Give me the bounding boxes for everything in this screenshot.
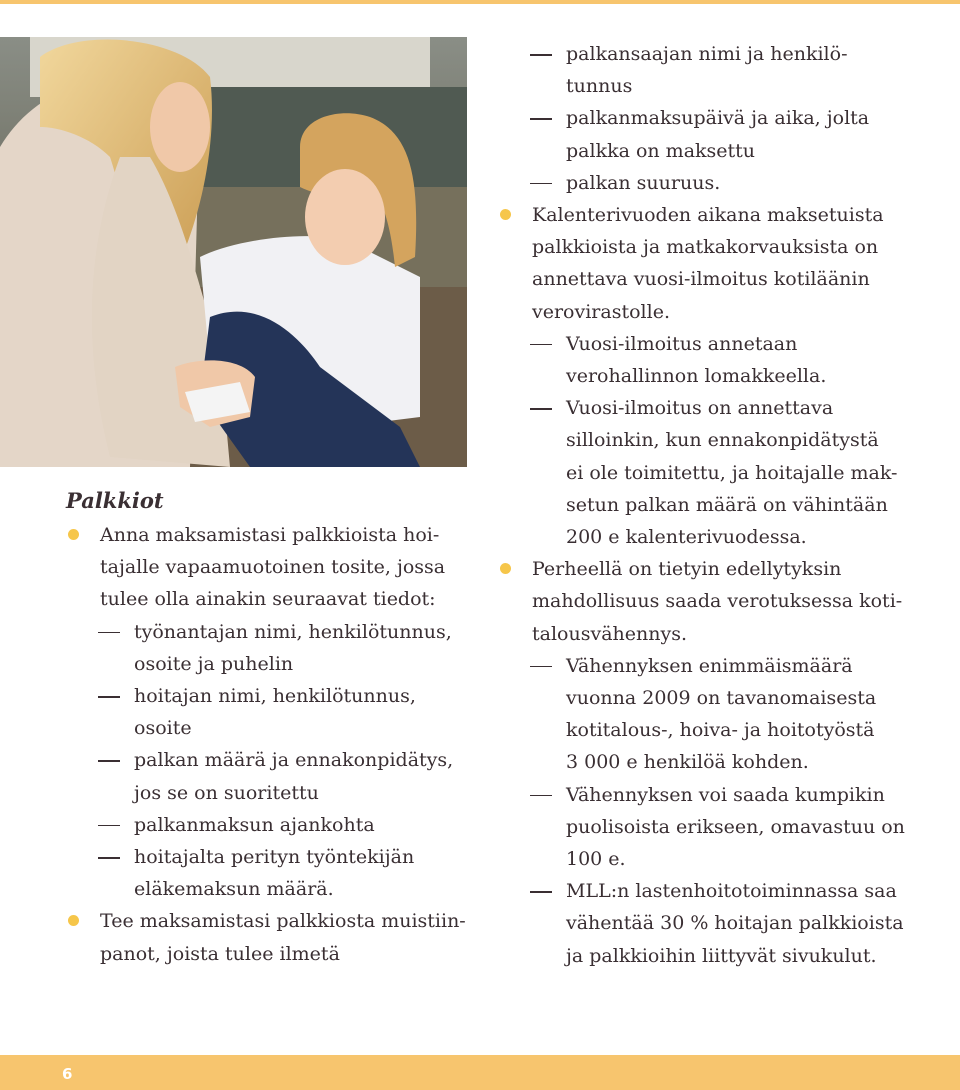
text-line: setun palkan määrä on vähintään <box>566 493 888 516</box>
text-line: verohallinnon lomakkeella. <box>566 365 827 388</box>
text-line: hoitajalta perityn työntekijän <box>134 846 415 869</box>
dash-marker-icon <box>530 891 552 893</box>
footer-bar <box>0 1055 960 1090</box>
bullet-item <box>66 519 466 616</box>
dash-item <box>498 650 918 779</box>
text-line: ei ole toimitettu, ja hoitajalle mak- <box>566 461 898 484</box>
text-line: eläkemaksun määrä. <box>134 878 334 901</box>
dash-item <box>498 875 918 972</box>
text-line: tulee olla ainakin seuraavat tiedot: <box>100 588 436 611</box>
text-line: Vuosi-ilmoitus annetaan <box>566 332 798 355</box>
text-line: vuonna 2009 on tavanomaisesta <box>566 687 877 710</box>
text-line: panot, joista tulee ilmetä <box>100 942 340 965</box>
right-column <box>498 38 918 972</box>
bullet-dot-icon <box>68 915 79 926</box>
text-line: puolisoista erikseen, omavastuu on <box>566 815 905 838</box>
bullet-item <box>66 905 466 969</box>
text-line: talousvähennys. <box>532 622 688 645</box>
bullet-item <box>498 199 918 328</box>
dash-item <box>498 167 918 199</box>
dash-item <box>66 680 466 744</box>
text-line: osoite ja puhelin <box>134 652 294 675</box>
dash-item <box>66 809 466 841</box>
text-line: Tee maksamistasi palkkiosta muistiin- <box>100 910 466 933</box>
text-line: palkansaajan nimi ja henkilö- <box>566 43 848 65</box>
text-line: mahdollisuus saada verotuksessa koti- <box>532 590 903 613</box>
dash-marker-icon <box>98 696 120 698</box>
bullet-item <box>498 553 918 650</box>
dash-item <box>66 616 466 680</box>
text-line: hoitajan nimi, henkilötunnus, <box>134 685 416 708</box>
dash-item <box>498 392 918 553</box>
dash-marker-icon <box>530 54 552 56</box>
dash-item <box>498 779 918 876</box>
text-line: osoite <box>134 717 192 740</box>
text-line: palkanmaksupäivä ja aika, jolta <box>566 107 870 130</box>
dash-marker-icon <box>530 344 552 346</box>
page-number: 6 <box>62 1065 73 1083</box>
dash-marker-icon <box>530 118 552 120</box>
dash-marker-icon <box>98 760 120 762</box>
text-line: 100 e. <box>566 848 626 871</box>
dash-marker-icon <box>530 666 552 668</box>
dash-item <box>498 102 918 166</box>
text-line: Vähennyksen voi saada kumpikin <box>566 783 885 806</box>
text-line: Perheellä on tietyin edellytyksin <box>532 558 842 581</box>
text-line: palkka on maksettu <box>566 139 756 162</box>
dash-marker-icon <box>98 825 120 827</box>
dash-item <box>66 841 466 905</box>
dash-marker-icon <box>530 795 552 797</box>
text-line: 200 e kalenterivuodessa. <box>566 526 807 549</box>
text-line: Kalenterivuoden aikana maksetuista <box>532 204 884 227</box>
text-line: kotitalous-, hoiva- ja hoitotyöstä <box>566 719 875 742</box>
left-column <box>66 519 466 970</box>
text-line: jos se on suoritettu <box>134 781 319 804</box>
dash-marker-icon <box>98 857 120 859</box>
bullet-dot-icon <box>500 563 511 574</box>
text-line: MLL:n lastenhoitotoiminnassa saa <box>566 880 897 903</box>
bullet-dot-icon <box>68 529 79 540</box>
dash-marker-icon <box>98 632 120 634</box>
text-line: tajalle vapaamuotoinen tosite, jossa <box>100 556 446 579</box>
text-line: Vähennyksen enimmäismäärä <box>566 654 853 677</box>
dash-item <box>498 328 918 392</box>
dash-marker-icon <box>530 408 552 410</box>
text-line: 3 000 e henkilöä kohden. <box>566 751 809 774</box>
dash-item <box>498 38 918 102</box>
photo-woman-and-child <box>0 37 467 467</box>
text-line: vähentää 30 % hoitajan palkkioista <box>566 912 904 935</box>
text-line: tunnus <box>566 75 633 98</box>
text-line: silloinkin, kun ennakonpidätystä <box>566 429 879 452</box>
section-heading: Palkkiot <box>66 488 164 513</box>
text-line: Anna maksamistasi palkkioista hoi- <box>100 524 440 546</box>
dash-item <box>66 744 466 808</box>
text-line: verovirastolle. <box>532 300 670 323</box>
top-accent-rule <box>0 0 960 4</box>
text-line: palkanmaksun ajankohta <box>134 813 375 836</box>
text-line: työnantajan nimi, henkilötunnus, <box>134 620 452 643</box>
text-line: ja palkkioihin liittyvät sivukulut. <box>566 944 877 967</box>
text-line: palkan suuruus. <box>566 171 721 194</box>
text-line: palkkioista ja matkakorvauksista on <box>532 236 879 259</box>
bullet-dot-icon <box>500 209 511 220</box>
text-line: palkan määrä ja ennakonpidätys, <box>134 749 454 772</box>
dash-marker-icon <box>530 183 552 185</box>
text-line: Vuosi-ilmoitus on annettava <box>566 397 834 420</box>
text-line: annettava vuosi-ilmoitus kotiläänin <box>532 268 870 291</box>
